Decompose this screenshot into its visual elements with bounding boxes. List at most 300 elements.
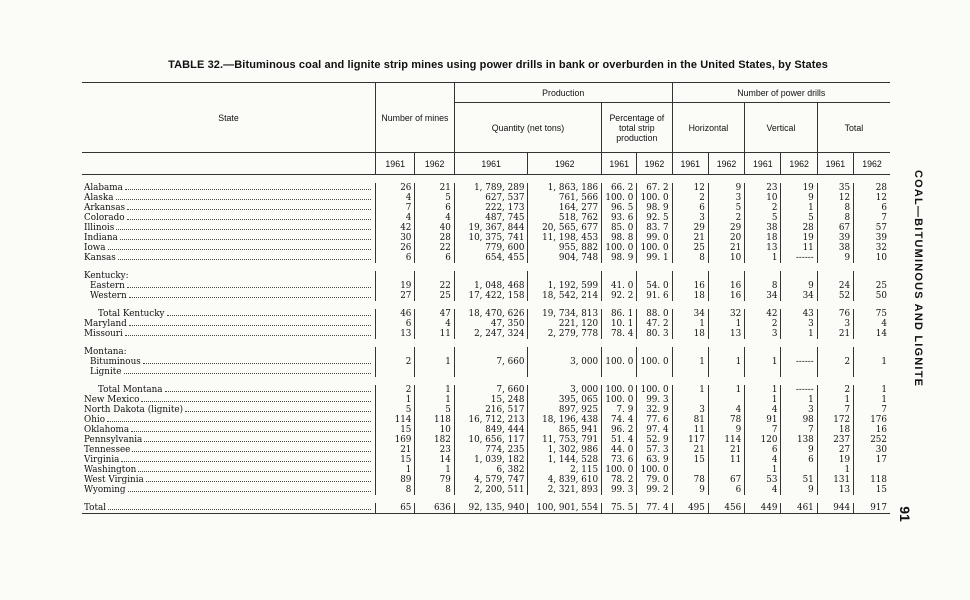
cell: 182 — [415, 435, 454, 445]
cell: 11 — [781, 243, 817, 253]
state-name: Arkansas — [82, 203, 376, 213]
cell: 164, 277 — [528, 203, 602, 213]
cell: 44. 0 — [602, 445, 637, 455]
year-header-1962: 1962 — [415, 153, 454, 175]
page-number: 91 — [896, 506, 913, 522]
cell: 20 — [708, 233, 744, 243]
cell: 1 — [672, 385, 708, 395]
table-row — [82, 465, 890, 475]
cell: 172 — [817, 415, 853, 425]
cell: 89 — [376, 475, 415, 485]
table-row — [82, 253, 890, 263]
cell: 21 — [672, 233, 708, 243]
cell: 100. 0 — [602, 395, 637, 405]
cell: 16 — [708, 281, 744, 291]
table-row — [82, 415, 890, 425]
cell: 96. 2 — [602, 425, 637, 435]
cell: 4 — [376, 213, 415, 223]
cell: 8 — [672, 253, 708, 263]
cell: 27 — [817, 445, 853, 455]
cell: 1 — [854, 385, 890, 395]
cell: 2, 321, 893 — [528, 485, 602, 495]
cell: 85. 0 — [602, 223, 637, 233]
running-head: COAL—BITUMINOUS AND LIGNITE — [912, 170, 924, 388]
cell: 22 — [415, 281, 454, 291]
year-header-1961: 1961 — [602, 153, 637, 175]
cell: 944 — [817, 503, 853, 514]
table-header — [82, 83, 890, 175]
cell: 1 — [672, 319, 708, 329]
cell: 88. 0 — [637, 309, 672, 319]
table-row — [82, 281, 890, 291]
cell: 9 — [708, 425, 744, 435]
state-name: Indiana — [82, 233, 376, 243]
table-row — [82, 455, 890, 465]
col-percentage: Percentage of total strip production — [602, 103, 673, 153]
table-row — [82, 395, 890, 405]
cell: 114 — [708, 435, 744, 445]
cell: 57 — [854, 223, 890, 233]
cell: 917 — [854, 503, 890, 514]
cell: 9 — [708, 183, 744, 193]
cell: 17, 422, 158 — [454, 291, 528, 301]
cell: 50 — [854, 291, 890, 301]
cell: 75 — [854, 309, 890, 319]
cell: 2 — [376, 385, 415, 395]
cell: 92, 135, 940 — [454, 503, 528, 514]
cell: 63. 9 — [637, 455, 672, 465]
cell: 13 — [376, 329, 415, 339]
cell: 3 — [781, 405, 817, 415]
cell: 7 — [376, 203, 415, 213]
cell: 77. 4 — [637, 503, 672, 514]
cell: 3 — [672, 405, 708, 415]
cell — [854, 367, 890, 377]
cell: 22 — [415, 243, 454, 253]
table-row — [82, 329, 890, 339]
cell: 99. 3 — [602, 485, 637, 495]
cell: ------ — [781, 357, 817, 367]
cell: 99. 2 — [637, 485, 672, 495]
cell: 11 — [672, 425, 708, 435]
cell: 32 — [854, 243, 890, 253]
cell: 4 — [415, 213, 454, 223]
cell: 654, 455 — [454, 253, 528, 263]
cell: 47 — [415, 309, 454, 319]
cell: 57. 3 — [637, 445, 672, 455]
cell: 9 — [672, 485, 708, 495]
cell: 99. 0 — [637, 233, 672, 243]
col-power-drills: Number of power drills — [672, 83, 890, 103]
cell: 40 — [415, 223, 454, 233]
cell: 222, 173 — [454, 203, 528, 213]
cell: 18 — [672, 329, 708, 339]
cell: 28 — [854, 183, 890, 193]
cell: 86. 1 — [602, 309, 637, 319]
group-heading: Montana: — [84, 347, 127, 357]
table-row — [82, 405, 890, 415]
cell: 1 — [745, 357, 781, 367]
col-total: Total — [817, 103, 890, 153]
cell: 41. 0 — [602, 281, 637, 291]
cell: 15 — [376, 425, 415, 435]
cell: 98. 9 — [637, 203, 672, 213]
cell: 774, 235 — [454, 445, 528, 455]
cell: 78 — [708, 415, 744, 425]
col-mines: Number of mines — [376, 83, 455, 153]
state-name: Alaska — [82, 193, 376, 203]
cell: 5 — [415, 193, 454, 203]
table-body — [82, 175, 890, 514]
cell: 2 — [672, 193, 708, 203]
cell: 14 — [415, 455, 454, 465]
cell: 449 — [745, 503, 781, 514]
cell: 5 — [415, 405, 454, 415]
year-header-1961: 1961 — [454, 153, 528, 175]
cell: 27 — [376, 291, 415, 301]
cell: 1 — [376, 395, 415, 405]
cell: 395, 065 — [528, 395, 602, 405]
cell: 34 — [672, 309, 708, 319]
cell: 11 — [708, 455, 744, 465]
table-row — [82, 223, 890, 233]
cell: 100. 0 — [637, 193, 672, 203]
table-row — [82, 291, 890, 301]
cell: 1, 192, 599 — [528, 281, 602, 291]
cell: 92. 5 — [637, 213, 672, 223]
cell: 3 — [708, 193, 744, 203]
cell: 66. 2 — [602, 183, 637, 193]
cell — [415, 367, 454, 377]
cell: 1 — [708, 357, 744, 367]
cell: 10 — [415, 425, 454, 435]
table-row — [82, 367, 890, 377]
state-name: Total — [82, 503, 376, 514]
cell: 100. 0 — [602, 465, 637, 475]
cell: 1, 144, 528 — [528, 455, 602, 465]
cell: 42 — [745, 309, 781, 319]
cell: 2, 200, 511 — [454, 485, 528, 495]
cell: 2 — [817, 385, 853, 395]
cell: 23 — [415, 445, 454, 455]
cell: 12 — [817, 193, 853, 203]
cell: 75. 5 — [602, 503, 637, 514]
year-header-1962: 1962 — [528, 153, 602, 175]
cell: 5 — [708, 203, 744, 213]
cell — [854, 465, 890, 475]
cell: 53 — [745, 475, 781, 485]
cell: 78 — [672, 475, 708, 485]
total-row — [82, 385, 890, 395]
cell — [528, 367, 602, 377]
cell: 7 — [817, 405, 853, 415]
cell: 19 — [376, 281, 415, 291]
cell: 52. 9 — [637, 435, 672, 445]
cell: 47, 350 — [454, 319, 528, 329]
cell: 1, 863, 186 — [528, 183, 602, 193]
cell: 456 — [708, 503, 744, 514]
cell: 96. 5 — [602, 203, 637, 213]
cell: 79 — [415, 475, 454, 485]
cell: 18 — [672, 291, 708, 301]
state-name: West Virginia — [82, 475, 376, 485]
cell: 3 — [781, 319, 817, 329]
cell: 19, 734, 813 — [528, 309, 602, 319]
state-name: Maryland — [82, 319, 376, 329]
cell: 99. 3 — [637, 395, 672, 405]
state-name: Kansas — [82, 253, 376, 263]
cell: 100. 0 — [637, 465, 672, 475]
table-row — [82, 193, 890, 203]
cell — [708, 367, 744, 377]
col-quantity: Quantity (net tons) — [454, 103, 601, 153]
cell: 34 — [745, 291, 781, 301]
cell: 32 — [708, 309, 744, 319]
cell: 67 — [817, 223, 853, 233]
cell: 5 — [781, 213, 817, 223]
cell: 92. 2 — [602, 291, 637, 301]
year-header-1961: 1961 — [817, 153, 853, 175]
cell: 1 — [745, 253, 781, 263]
cell: 81 — [672, 415, 708, 425]
cell: 4, 839, 610 — [528, 475, 602, 485]
cell: 1 — [854, 357, 890, 367]
cell: 8 — [376, 485, 415, 495]
cell: 98. 9 — [602, 253, 637, 263]
table-row — [82, 475, 890, 485]
cell: 1 — [415, 385, 454, 395]
cell: 1, 048, 468 — [454, 281, 528, 291]
cell: 46 — [376, 309, 415, 319]
total-row — [82, 503, 890, 514]
cell: 25 — [854, 281, 890, 291]
table-title: TABLE 32.—Bituminous coal and lignite strip mines using power drills in bank or overburden in the United States, by States — [168, 59, 828, 71]
cell: 9 — [817, 253, 853, 263]
cell: 518, 762 — [528, 213, 602, 223]
state-name: Wyoming — [82, 485, 376, 495]
cell: 636 — [415, 503, 454, 514]
cell: 3 — [745, 329, 781, 339]
cell: 15, 248 — [454, 395, 528, 405]
cell: 18, 542, 214 — [528, 291, 602, 301]
cell: 78. 4 — [602, 329, 637, 339]
total-row — [82, 309, 890, 319]
cell: 4, 579, 747 — [454, 475, 528, 485]
col-vertical: Vertical — [745, 103, 818, 153]
cell: 21 — [708, 243, 744, 253]
cell — [672, 367, 708, 377]
cell: 4 — [745, 455, 781, 465]
cell: 5 — [745, 213, 781, 223]
cell: 1 — [376, 465, 415, 475]
cell: 77. 6 — [637, 415, 672, 425]
cell: 1 — [854, 395, 890, 405]
cell: 7 — [854, 405, 890, 415]
year-header-1962: 1962 — [854, 153, 890, 175]
cell: 10. 1 — [602, 319, 637, 329]
cell: 12 — [672, 183, 708, 193]
cell: 15 — [376, 455, 415, 465]
state-name: Western — [82, 291, 376, 301]
cell: 11, 753, 791 — [528, 435, 602, 445]
cell: 100, 901, 554 — [528, 503, 602, 514]
cell: 4 — [376, 193, 415, 203]
cell: 6 — [745, 445, 781, 455]
cell: 120 — [745, 435, 781, 445]
cell: 21 — [672, 445, 708, 455]
cell: 1 — [708, 319, 744, 329]
table-row — [82, 213, 890, 223]
state-name: Illinois — [82, 223, 376, 233]
state-name: Colorado — [82, 213, 376, 223]
cell: 117 — [672, 435, 708, 445]
cell: 80. 3 — [637, 329, 672, 339]
cell — [376, 367, 415, 377]
cell: 52 — [817, 291, 853, 301]
cell: 42 — [376, 223, 415, 233]
year-header-1962: 1962 — [708, 153, 744, 175]
cell: 461 — [781, 503, 817, 514]
cell: 118 — [415, 415, 454, 425]
cell — [637, 367, 672, 377]
cell: 67 — [708, 475, 744, 485]
cell: 11, 198, 453 — [528, 233, 602, 243]
table-row — [82, 203, 890, 213]
group-heading: Kentucky: — [84, 271, 129, 281]
cell: ------ — [781, 385, 817, 395]
state-name: Ohio — [82, 415, 376, 425]
cell: 25 — [415, 291, 454, 301]
cell: ------ — [781, 253, 817, 263]
cell: 1 — [781, 329, 817, 339]
cell — [454, 367, 528, 377]
cell: 54. 0 — [637, 281, 672, 291]
cell: 100. 0 — [602, 193, 637, 203]
cell: 2 — [708, 213, 744, 223]
cell: 849, 444 — [454, 425, 528, 435]
cell: 17 — [854, 455, 890, 465]
col-horizontal: Horizontal — [672, 103, 745, 153]
state-name: Eastern — [82, 281, 376, 291]
cell — [745, 367, 781, 377]
cell: 97. 4 — [637, 425, 672, 435]
cell: 100. 0 — [602, 243, 637, 253]
cell: 13 — [708, 329, 744, 339]
cell: 176 — [854, 415, 890, 425]
cell — [781, 367, 817, 377]
cell: 10, 656, 117 — [454, 435, 528, 445]
table-row — [82, 233, 890, 243]
cell: 1 — [415, 357, 454, 367]
cell: 8 — [817, 213, 853, 223]
cell: 10 — [745, 193, 781, 203]
cell: 13 — [817, 485, 853, 495]
state-name: Total Kentucky — [82, 309, 376, 319]
cell: 1 — [817, 395, 853, 405]
cell: 6 — [415, 203, 454, 213]
cell: 114 — [376, 415, 415, 425]
cell: 7 — [745, 425, 781, 435]
cell: 6 — [854, 203, 890, 213]
cell — [781, 465, 817, 475]
cell: 12 — [854, 193, 890, 203]
cell: 118 — [854, 475, 890, 485]
cell: 3 — [672, 213, 708, 223]
cell: 1 — [672, 357, 708, 367]
cell: 487, 745 — [454, 213, 528, 223]
cell: 7, 660 — [454, 385, 528, 395]
cell: 67. 2 — [637, 183, 672, 193]
cell: 3, 000 — [528, 385, 602, 395]
cell: 2 — [376, 357, 415, 367]
cell: 21 — [376, 445, 415, 455]
cell: 1, 302, 986 — [528, 445, 602, 455]
cell: 99. 1 — [637, 253, 672, 263]
cell: 47. 2 — [637, 319, 672, 329]
cell: 2, 247, 324 — [454, 329, 528, 339]
cell: 18, 470, 626 — [454, 309, 528, 319]
cell: 9 — [781, 445, 817, 455]
cell: 21 — [817, 329, 853, 339]
cell: 35 — [817, 183, 853, 193]
state-name: Virginia — [82, 455, 376, 465]
cell: 16 — [708, 291, 744, 301]
cell: 28 — [415, 233, 454, 243]
state-name: North Dakota (lignite) — [82, 405, 376, 415]
cell: 1 — [817, 465, 853, 475]
cell: 3 — [817, 319, 853, 329]
cell: 1, 789, 289 — [454, 183, 528, 193]
cell: 4 — [745, 405, 781, 415]
cell: 4 — [708, 405, 744, 415]
cell: 18 — [745, 233, 781, 243]
cell: 6 — [781, 455, 817, 465]
cell — [708, 465, 744, 475]
table-row — [82, 243, 890, 253]
cell: 39 — [854, 233, 890, 243]
cell: 627, 537 — [454, 193, 528, 203]
state-name: Bituminous — [82, 357, 376, 367]
cell: 34 — [781, 291, 817, 301]
cell: 10, 375, 741 — [454, 233, 528, 243]
year-header-1961: 1961 — [672, 153, 708, 175]
cell: 65 — [376, 503, 415, 514]
cell: 23 — [745, 183, 781, 193]
cell: 24 — [817, 281, 853, 291]
cell: 91. 6 — [637, 291, 672, 301]
cell — [708, 395, 744, 405]
cell: 1 — [415, 395, 454, 405]
table-row — [82, 425, 890, 435]
cell: 252 — [854, 435, 890, 445]
cell: 76 — [817, 309, 853, 319]
cell: 9 — [781, 193, 817, 203]
year-header-1962: 1962 — [781, 153, 817, 175]
cell: 38 — [817, 243, 853, 253]
cell: 74. 4 — [602, 415, 637, 425]
col-production: Production — [454, 83, 672, 103]
cell: 30 — [854, 445, 890, 455]
cell: 9 — [781, 485, 817, 495]
cell: 29 — [708, 223, 744, 233]
cell: 955, 882 — [528, 243, 602, 253]
table-row — [82, 357, 890, 367]
year-header-1961: 1961 — [745, 153, 781, 175]
cell: 138 — [781, 435, 817, 445]
data-table — [82, 82, 890, 514]
cell: 2, 115 — [528, 465, 602, 475]
cell: 16 — [854, 425, 890, 435]
